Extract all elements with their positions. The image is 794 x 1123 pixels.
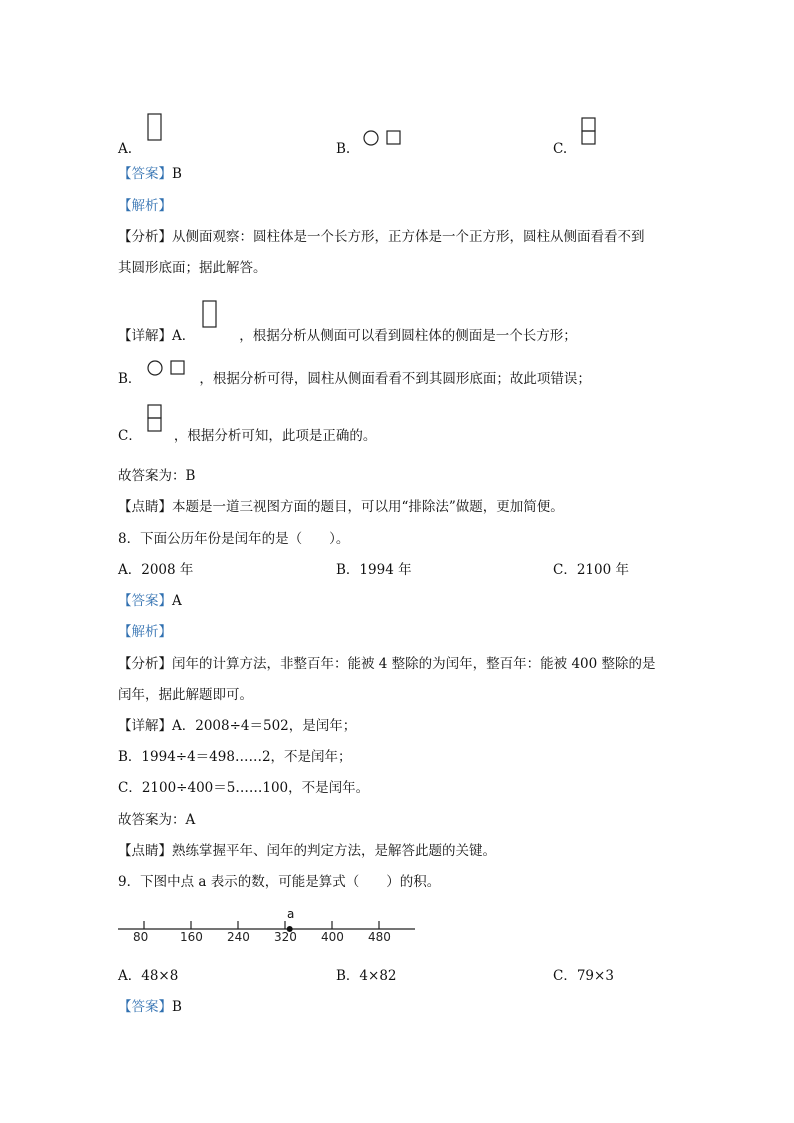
q7-option-c: C. xyxy=(553,141,568,157)
q8-question: 8．下面公历年份是闰年的是（ ）。 xyxy=(118,531,350,547)
answer-label: 【答案】 xyxy=(118,593,172,609)
q7-jiexi: 【解析】 xyxy=(118,198,172,214)
number-line-tick-label: 480 xyxy=(368,930,391,944)
q9-question: 9．下图中点 a 表示的数，可能是算式（ ）的积。 xyxy=(118,874,441,890)
q7-fenxi-line2: 其圆形底面；据此解答。 xyxy=(118,260,267,276)
q8-fenxi-line1: 【分析】闰年的计算方法，非整百年：能被 4 整除的为闰年，整百年：能被 400 整除的是 xyxy=(118,656,656,672)
q8-xiangjie-line1: 【详解】A．2008÷4＝502，是闰年； xyxy=(118,718,357,734)
q8-answer xyxy=(118,592,182,610)
number-line-tick-label: 320 xyxy=(274,930,297,944)
q7-xiangjie-b xyxy=(118,370,591,388)
q7-option-a: A. xyxy=(118,141,133,157)
tall-rectangle-icon xyxy=(202,300,218,330)
q7-fenxi-line1: 【分析】从侧面观察：圆柱体是一个长方形，正方体是一个正方形，圆柱从侧面看看不到 xyxy=(118,229,645,245)
answer-value: A xyxy=(172,593,182,609)
q7-xiangjie-a xyxy=(118,327,577,345)
q8-option-b: B．1994 年 xyxy=(336,562,412,578)
q8-jiexi: 【解析】 xyxy=(118,624,172,640)
q8-dianjing: 【点睛】熟练掌握平年、闰年的判定方法，是解答此题的关键。 xyxy=(118,843,496,859)
tall-rectangle-icon xyxy=(147,113,163,143)
number-line-tick-label: 400 xyxy=(321,930,344,944)
answer-value: B xyxy=(172,166,182,182)
q9-answer xyxy=(118,998,182,1016)
xiangjie-c-label: C． xyxy=(118,428,142,444)
answer-label: 【答案】 xyxy=(118,999,172,1015)
answer-label: 【答案】 xyxy=(118,166,172,182)
q9-option-a: A．48×8 xyxy=(118,968,179,984)
q8-option-c: C．2100 年 xyxy=(553,562,629,578)
q9-option-b: B．4×82 xyxy=(336,968,397,984)
q7-dianjing: 【点睛】本题是一道三视图方面的题目，可以用“排除法”做题，更加简便。 xyxy=(118,499,564,515)
circle-and-square-icon xyxy=(146,359,188,377)
q8-xiangjie-line3: C．2100÷400＝5……100，不是闰年。 xyxy=(118,780,370,796)
q8-conclusion: 故答案为：A xyxy=(118,812,196,828)
number-line-tick-label: 240 xyxy=(227,930,250,944)
q9-option-c: C．79×3 xyxy=(553,968,614,984)
stacked-squares-icon xyxy=(581,117,597,147)
q8-xiangjie-line2: B．1994÷4＝498……2，不是闰年； xyxy=(118,749,352,765)
number-line-tick-label: 80 xyxy=(133,930,149,944)
xiangjie-c-text: ，根据分析可知，此项是正确的。 xyxy=(173,428,377,444)
circle-and-square-icon xyxy=(362,129,404,147)
xiangjie-b-label: B． xyxy=(118,371,142,387)
q7-answer xyxy=(118,165,182,183)
xiangjie-label: 【详解】A． xyxy=(118,328,196,344)
number-line-tick-label: 160 xyxy=(180,930,203,944)
q7-option-b: B. xyxy=(336,141,351,157)
xiangjie-b-text: ，根据分析可得，圆柱从侧面看看不到其圆形底面；故此项错误； xyxy=(199,371,591,387)
point-a-label: a xyxy=(287,907,295,921)
answer-value: B xyxy=(172,999,182,1015)
q8-option-a: A．2008 年 xyxy=(118,562,194,578)
q8-fenxi-line2: 闰年，据此解题即可。 xyxy=(118,687,253,703)
xiangjie-a-text: ，根据分析从侧面可以看到圆柱体的侧面是一个长方形； xyxy=(239,328,577,344)
stacked-squares-icon xyxy=(147,404,163,434)
q7-conclusion: 故答案为：B xyxy=(118,468,196,484)
